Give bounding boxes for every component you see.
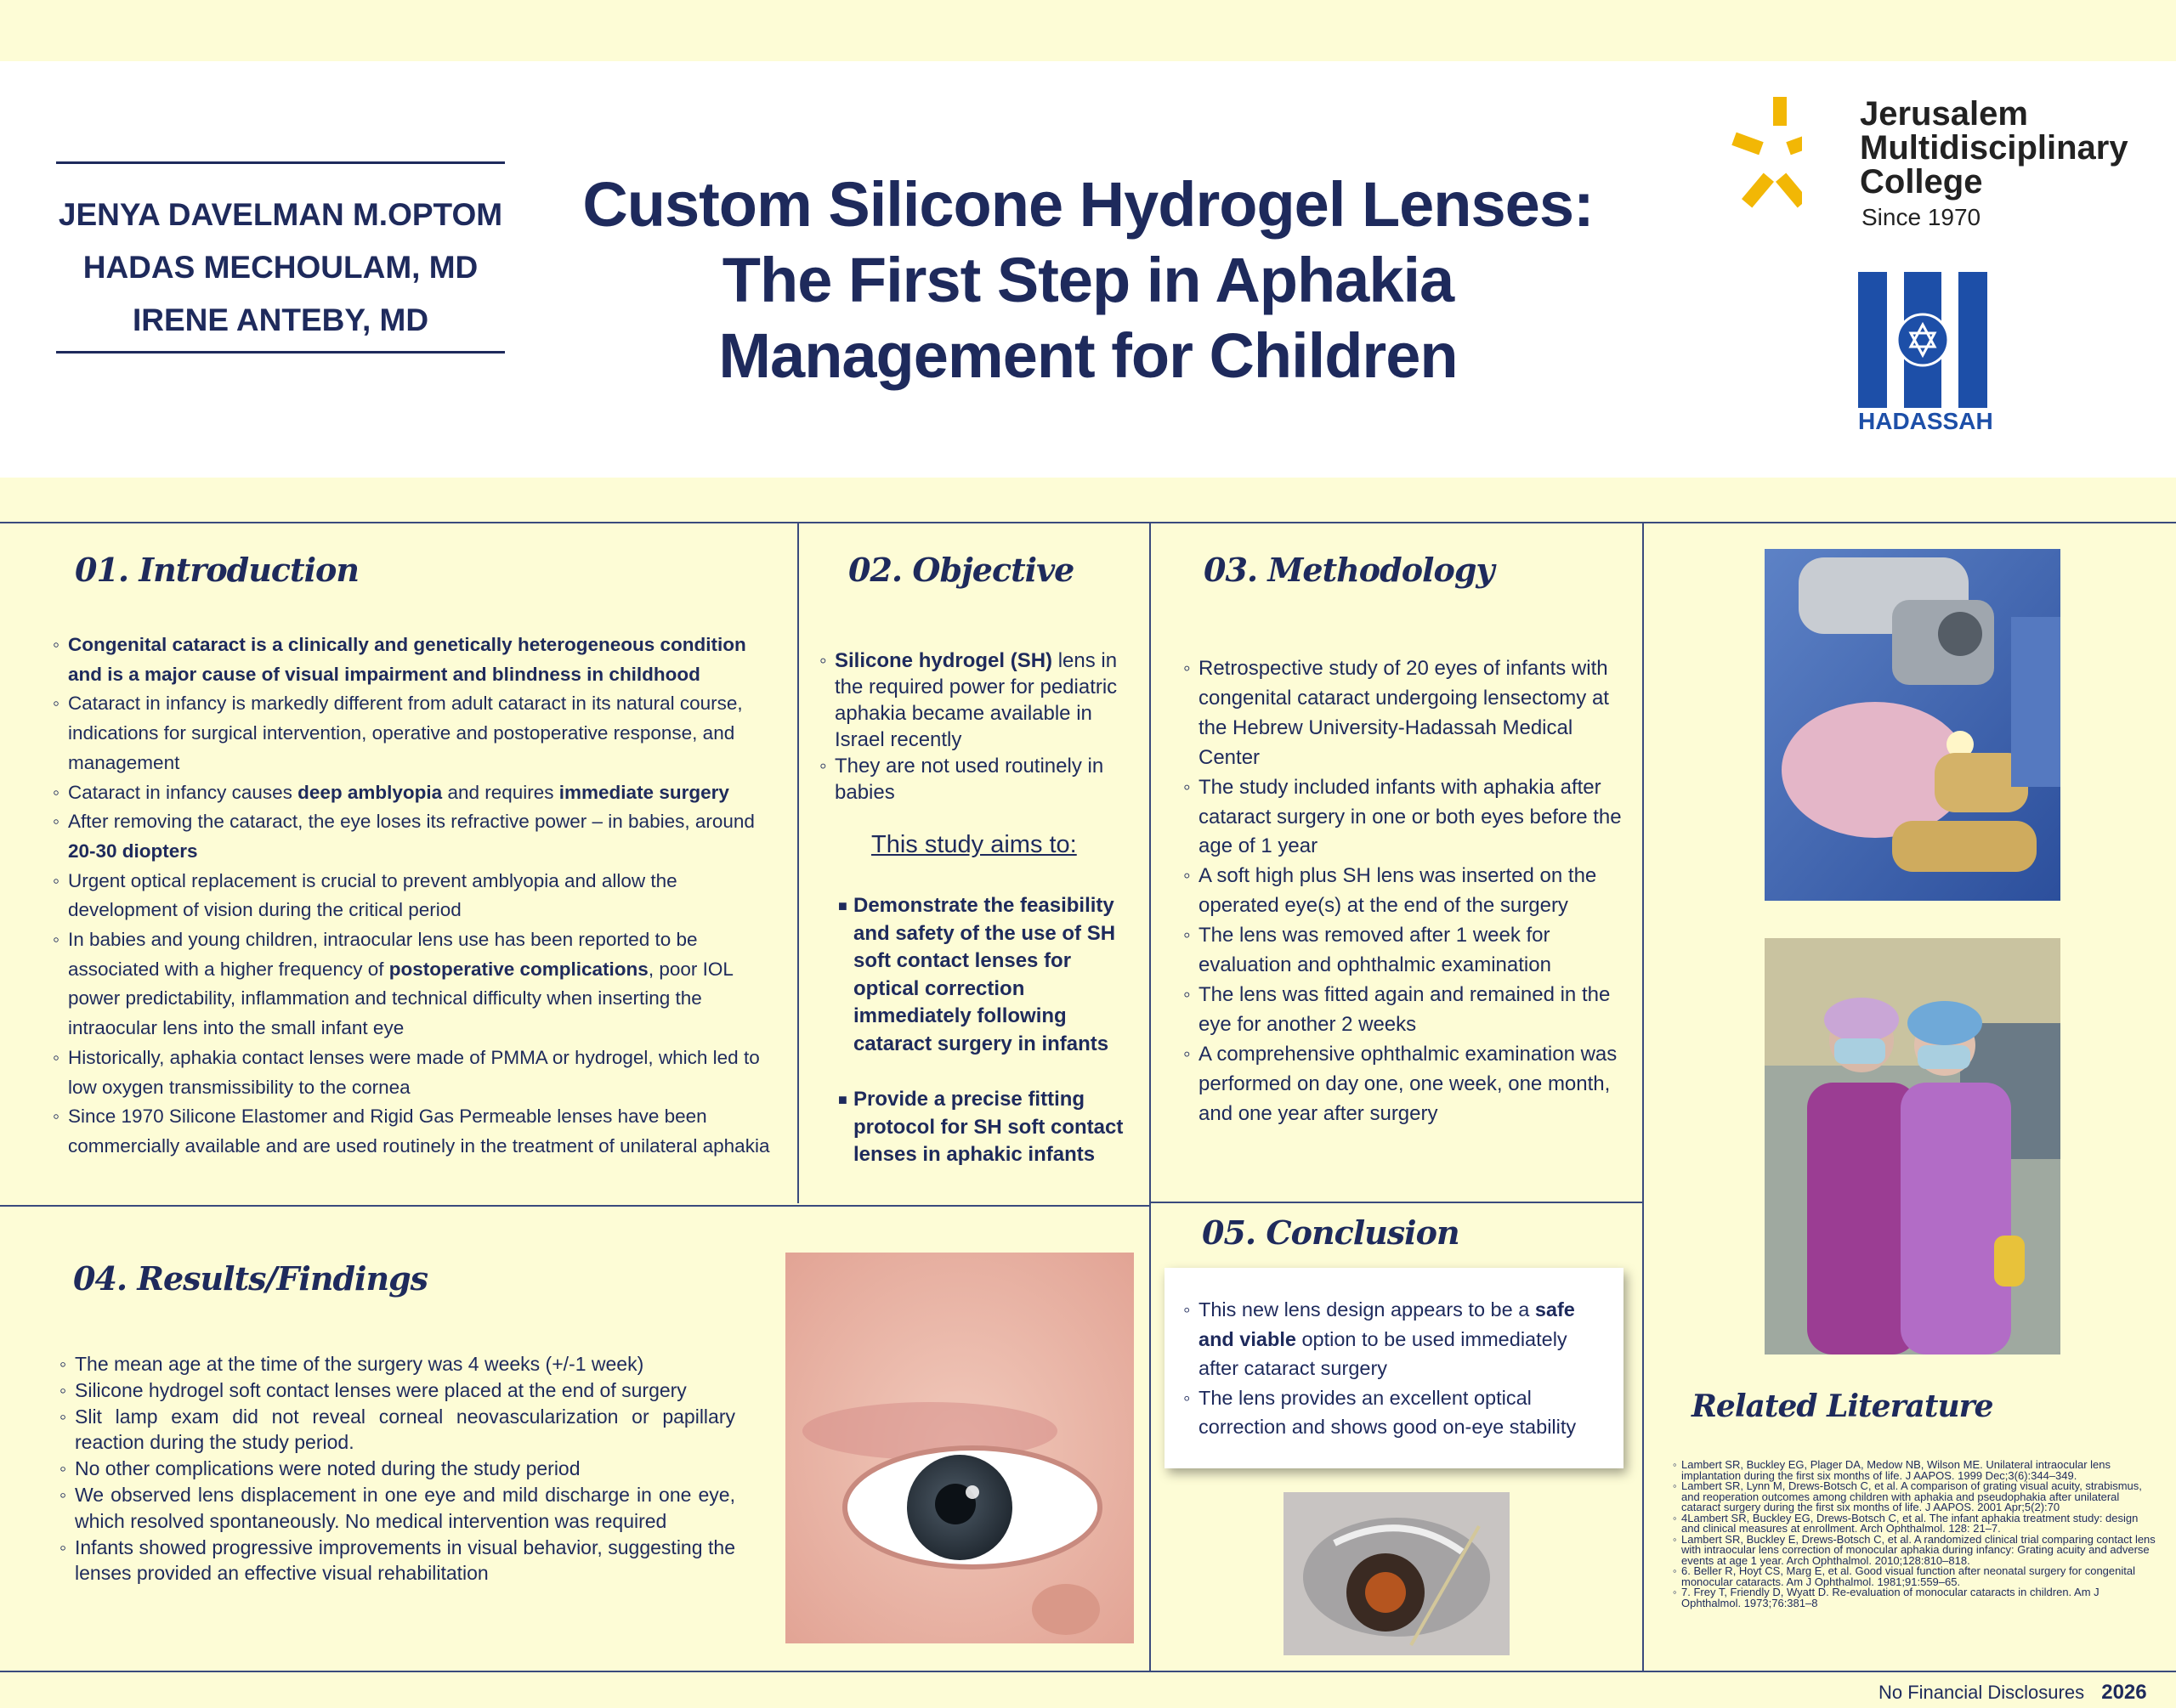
reference-item: ◦ Lambert SR, Lynn M, Drews-Botsch C, et al. A comparison of grating visual acuity, strabismus, and reoperation outcomes among children with aphakia and pseudophakia after unilateral cataract surgery during the first six months of life. J AAPOS. 2001 Apr;5(2):70 xyxy=(1676,1481,2159,1513)
author-name: JENYA DAVELMAN M.OPTOM xyxy=(58,197,503,232)
results-list xyxy=(60,1351,735,1586)
author-name: IRENE ANTEBY, MD xyxy=(132,303,429,337)
reference-item: ◦ 4Lambert SR, Buckley EG, Drews-Botsch C, et al. The infant aphakia treatment study: design and clinical measures at enrollment. Arch Ophthalmol. 128: 21–7. xyxy=(1676,1513,2159,1535)
list-item: ◦ The lens provides an excellent optical correction and shows good on-eye stability xyxy=(1183,1383,1608,1442)
list-item: ◦ They are not used routinely in babies xyxy=(819,753,1136,806)
grid-line-mid-right xyxy=(1149,1202,1644,1203)
college-logo-icon xyxy=(1708,95,1802,223)
college-since: Since 1970 xyxy=(1862,204,1981,230)
hadassah-logo-icon xyxy=(1858,272,1987,408)
hadassah-name: HADASSAH xyxy=(1858,408,1993,434)
section-heading-text: Objective xyxy=(912,551,1074,589)
introduction-heading xyxy=(75,551,359,589)
list-item: ◦ Congenital cataract is a clinically and genetically heterogeneous condition and is a major cause of visual impairment and blindness in childhood xyxy=(53,631,775,689)
list-item: ◦ Cataract in infancy is markedly different from adult cataract in its natural course, indications for surgical intervention, operative and postoperative response, and management xyxy=(53,689,775,778)
section-number: 03. xyxy=(1204,551,1258,589)
literature-heading: Related Literature xyxy=(1692,1388,1993,1424)
list-item: ◦ Retrospective study of 20 eyes of infants with congenital cataract undergoing lensectomy at the Hebrew University-Hadassah Medical Center xyxy=(1183,654,1634,773)
conclusion-list xyxy=(1183,1295,1608,1442)
list-item: ◦ No other complications were noted during the study period xyxy=(60,1456,735,1482)
section-number: 01. xyxy=(75,551,129,589)
title-line: Custom Silicone Hydrogel Lenses: xyxy=(582,169,1594,240)
aims-title: This study aims to: xyxy=(871,831,1077,858)
list-item: ◦ Infants showed progressive improvements in visual behavior, suggesting the lenses provided an effective visual rehabilitation xyxy=(60,1535,735,1587)
author-name: HADAS MECHOULAM, MD xyxy=(82,250,479,285)
college-name-line: Jerusalem xyxy=(1860,95,2028,133)
list-item: ◦ We observed lens displacement in one eye and mild discharge in one eye, which resolved spontaneously. No medical intervention was required xyxy=(60,1482,735,1535)
financial-disclosure: No Financial Disclosures xyxy=(1878,1682,2085,1703)
introduction-list xyxy=(53,631,775,1162)
section-heading-text: Conclusion xyxy=(1266,1213,1459,1252)
list-item: ◦ This new lens design appears to be a safe and viable option to be used immediately after cataract surgery xyxy=(1183,1295,1608,1383)
results-heading xyxy=(73,1259,428,1298)
grid-line-v3 xyxy=(1642,522,1644,1671)
list-item: ◦ A comprehensive ophthalmic examination was performed on day one, one week, one month, and one year after surgery xyxy=(1183,1040,1634,1129)
grid-line-top xyxy=(0,522,2176,523)
aim-text: Provide a precise fitting protocol for SH soft contact lenses in aphakic infants xyxy=(853,1088,1124,1166)
list-item: ◦ A soft high plus SH lens was inserted on the operated eye(s) at the end of the surgery xyxy=(1183,862,1634,921)
list-item: ◦ Historically, aphakia contact lenses were made of PMMA or hydrogel, which led to low oxygen transmissibility to the cornea xyxy=(53,1043,775,1102)
aim-item xyxy=(842,1086,1130,1169)
grid-line-v2 xyxy=(1149,522,1151,1671)
footer-year: 2026 xyxy=(2101,1681,2147,1704)
section-heading-text: Methodology xyxy=(1267,551,1494,589)
section-number: 02. xyxy=(848,551,903,589)
list-item: ◦ Since 1970 Silicone Elastomer and Rigid Gas Permeable lenses have been commercially available and are used routinely in the treatment of unilateral aphakia xyxy=(53,1102,775,1161)
methodology-heading xyxy=(1204,551,1493,589)
reference-item: ◦ 7. Frey T, Friendly D, Wyatt D. Re-evaluation of monocular cataracts in children. Am J Ophthalmol. 1973;76:381–8 xyxy=(1676,1587,2159,1609)
author-divider-bottom xyxy=(56,351,505,353)
list-item: ◦ The study included infants with aphakia after cataract surgery in one or both eyes before the age of 1 year xyxy=(1183,773,1634,862)
list-item: ◦ After removing the cataract, the eye loses its refractive power – in babies, around 20-30 diopters xyxy=(53,807,775,866)
title-line: Management for Children xyxy=(718,320,1458,391)
college-name-line: College xyxy=(1860,163,1983,201)
methodology-list xyxy=(1183,654,1634,1129)
reference-item: ◦ 6. Beller R, Hoyt CS, Marg E, et al. Good visual function after neonatal surgery for congenital monocular cataracts. Am J Ophthalmol. 1981;91:559–65. xyxy=(1676,1566,2159,1587)
surgery-photo xyxy=(1765,549,2060,901)
objective-list xyxy=(819,648,1136,806)
list-item: ◦ Slit lamp exam did not reveal corneal neovascularization or papillary reaction during the study period. xyxy=(60,1404,735,1456)
list-item: ◦ In babies and young children, intraocular lens use has been reported to be associated with a higher frequency of postoperative complications, poor IOL power predictability, inflammation and technical difficulty when inserting the intraocular lens into the small infant eye xyxy=(53,925,775,1043)
list-item: ◦ The mean age at the time of the surgery was 4 weeks (+/-1 week) xyxy=(60,1351,735,1377)
college-name xyxy=(1860,97,2128,199)
list-item: ◦ Silicone hydrogel soft contact lenses were placed at the end of surgery xyxy=(60,1377,735,1404)
objective-heading xyxy=(848,551,1074,589)
author-divider-top xyxy=(56,161,505,164)
infant-eye-photo xyxy=(785,1253,1134,1643)
section-number: 04. xyxy=(73,1259,128,1298)
poster-title xyxy=(561,167,1615,393)
grid-line-v1 xyxy=(797,522,799,1203)
literature-list xyxy=(1676,1460,2159,1609)
conclusion-heading xyxy=(1202,1213,1459,1252)
grid-line-bottom xyxy=(0,1671,2176,1672)
grid-line-mid-left xyxy=(0,1205,1149,1207)
list-item: ◦ Silicone hydrogel (SH) lens in the required power for pediatric aphakia became available in Israel recently xyxy=(819,648,1136,753)
author-list xyxy=(56,189,505,347)
lens-insertion-photo xyxy=(1284,1492,1510,1655)
aims-list xyxy=(842,892,1130,1197)
list-item: ◦ Urgent optical replacement is crucial to prevent amblyopia and allow the development of vision during the critical period xyxy=(53,867,775,925)
reference-item: ◦ Lambert SR, Buckley EG, Plager DA, Medow NB, Wilson ME. Unilateral intraocular lens implantation during the first six months of life. J AAPOS. 1999 Dec;3(6):344–349. xyxy=(1676,1460,2159,1481)
aim-text: Demonstrate the feasibility and safety of the use of SH soft contact lenses for optical correction immediately following cataract surgery in infants xyxy=(853,894,1116,1055)
surgeons-photo xyxy=(1765,938,2060,1355)
college-name-line: Multidisciplinary xyxy=(1860,129,2128,167)
footer xyxy=(1878,1681,2147,1705)
list-item: ◦ The lens was removed after 1 week for evaluation and ophthalmic examination xyxy=(1183,921,1634,981)
reference-item: ◦ Lambert SR, Buckley E, Drews-Botsch C, et al. A randomized clinical trial comparing contact lens with intraocular lens correction of monocular aphakia during infancy: Grating acuity and adverse events at age 1 year. Arch Ophthalmol. 2010;128:810–818. xyxy=(1676,1535,2159,1567)
list-item: ◦ Cataract in infancy causes deep amblyopia and requires immediate surgery xyxy=(53,778,775,808)
aim-item xyxy=(842,892,1130,1058)
title-line: The First Step in Aphakia xyxy=(722,245,1454,315)
section-heading-text: Introduction xyxy=(139,551,359,589)
list-item: ◦ The lens was fitted again and remained in the eye for another 2 weeks xyxy=(1183,981,1634,1040)
section-number: 05. xyxy=(1202,1213,1256,1252)
section-heading-text: Results/Findings xyxy=(137,1259,428,1298)
